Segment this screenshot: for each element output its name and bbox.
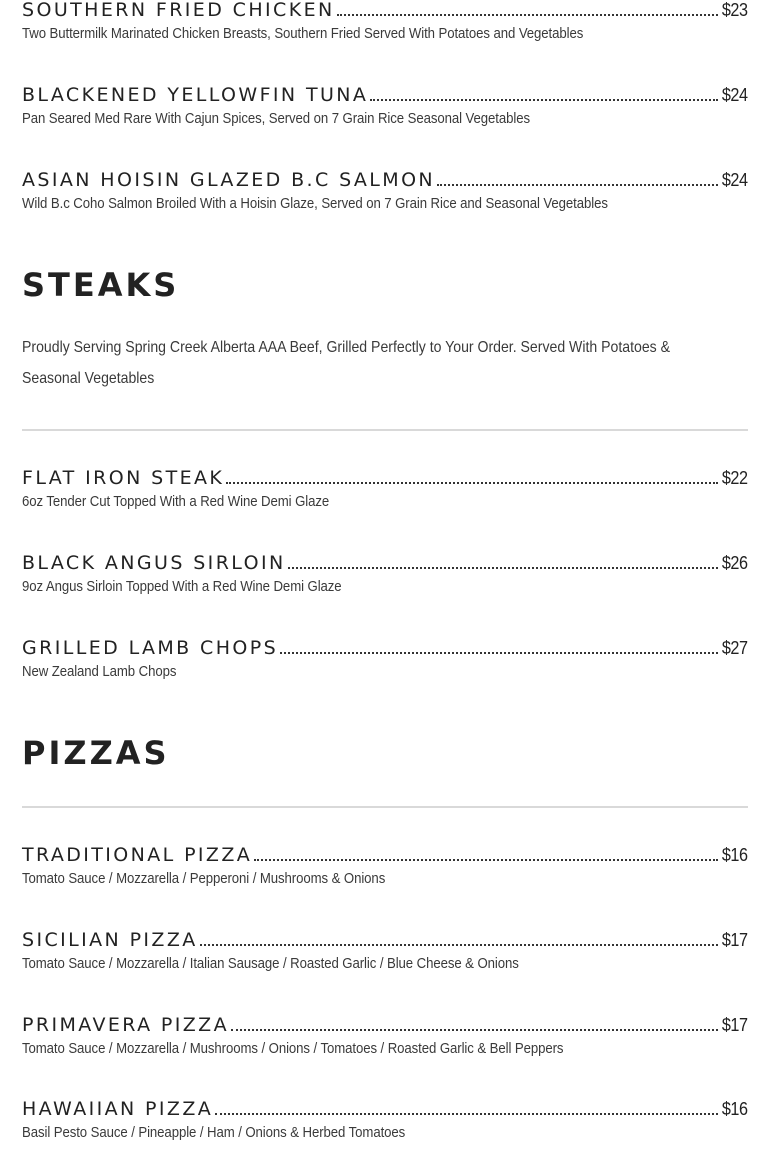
menu-item-description: New Zealand Lamb Chops [22,663,177,680]
menu-item [22,839,748,887]
menu-item-name: SICILIAN PIZZA [22,929,198,951]
menu-item-name: HAWAIIAN PIZZA [22,1098,214,1120]
menu-item-header [22,547,748,573]
dot-leader [280,652,718,654]
menu-item [22,164,748,212]
dot-leader [337,14,719,16]
dot-leader [254,859,718,861]
menu-item-price: $24 [722,85,748,105]
menu-item-name: PRIMAVERA PIZZA [22,1014,229,1036]
menu-item-description: 6oz Tender Cut Topped With a Red Wine Demi Glaze [22,493,330,510]
menu-item [22,462,748,510]
dot-leader [215,1113,718,1115]
menu-item-name: ASIAN HOISIN GLAZED B.C SALMON [22,169,436,191]
menu-item-price: $24 [722,170,748,190]
menu-item-price: $22 [722,468,748,488]
menu-item [22,0,748,42]
dot-leader [231,1029,718,1031]
menu-item-header [22,0,748,20]
menu-item [22,79,748,127]
menu-item-header [22,1093,748,1119]
menu-item-header [22,1009,748,1035]
menu-item-description: Tomato Sauce / Mozzarella / Pepperoni / Mushrooms & Onions [22,870,386,887]
menu-item [22,632,748,680]
menu-item-name: SOUTHERN FRIED CHICKEN [22,0,335,21]
menu-item-description: Wild B.c Coho Salmon Broiled With a Hoisin Glaze, Served on 7 Grain Rice and Seasonal Vegetables [22,195,608,212]
menu-item-price: $26 [722,553,748,573]
menu-item-name: BLACKENED YELLOWFIN TUNA [22,84,369,106]
section-title-steaks: STEAKS [22,266,180,304]
menu-item-name: BLACK ANGUS SIRLOIN [22,552,286,574]
menu-item-description: Tomato Sauce / Mozzarella / Italian Sausage / Roasted Garlic / Blue Cheese & Onions [22,955,519,972]
menu-item-header [22,79,748,105]
menu-item-header [22,462,748,488]
menu-item-price: $16 [722,845,748,865]
menu-item-name: GRILLED LAMB CHOPS [22,637,279,659]
menu-item-description: Two Buttermilk Marinated Chicken Breasts, Southern Fried Served With Potatoes and Vegetables [22,25,584,42]
menu-item-header [22,839,748,865]
menu-item-price: $27 [722,638,748,658]
section-divider [22,806,748,808]
menu-item [22,1093,748,1141]
dot-leader [288,567,719,569]
dot-leader [437,184,718,186]
menu-item [22,924,748,972]
menu-item-price: $17 [722,930,748,950]
section-divider [22,429,748,431]
menu-item-description: 9oz Angus Sirloin Topped With a Red Wine Demi Glaze [22,578,342,595]
section-title-pizzas: PIZZAS [22,734,170,772]
menu-item [22,547,748,595]
section-intro-steaks: Proudly Serving Spring Creek Alberta AAA Beef, Grilled Perfectly to Your Order. Served With Potatoes & Seasonal Vegetables [22,339,671,387]
menu-item-header [22,164,748,190]
menu-item-price: $16 [722,1099,748,1119]
menu-item-name: TRADITIONAL PIZZA [22,844,253,866]
menu-item-header [22,924,748,950]
menu-item-description: Pan Seared Med Rare With Cajun Spices, Served on 7 Grain Rice Seasonal Vegetables [22,110,530,127]
menu-item-description: Tomato Sauce / Mozzarella / Mushrooms / Onions / Tomatoes / Roasted Garlic & Bell Peppers [22,1040,564,1057]
dot-leader [226,482,718,484]
menu-item-price: $23 [722,0,748,20]
menu-item-header [22,632,748,658]
menu-item-name: FLAT IRON STEAK [22,467,225,489]
menu-item-price: $17 [722,1015,748,1035]
dot-leader [200,944,719,946]
menu-item [22,1009,748,1057]
dot-leader [370,99,718,101]
menu-item-description: Basil Pesto Sauce / Pineapple / Ham / Onions & Herbed Tomatoes [22,1124,406,1141]
